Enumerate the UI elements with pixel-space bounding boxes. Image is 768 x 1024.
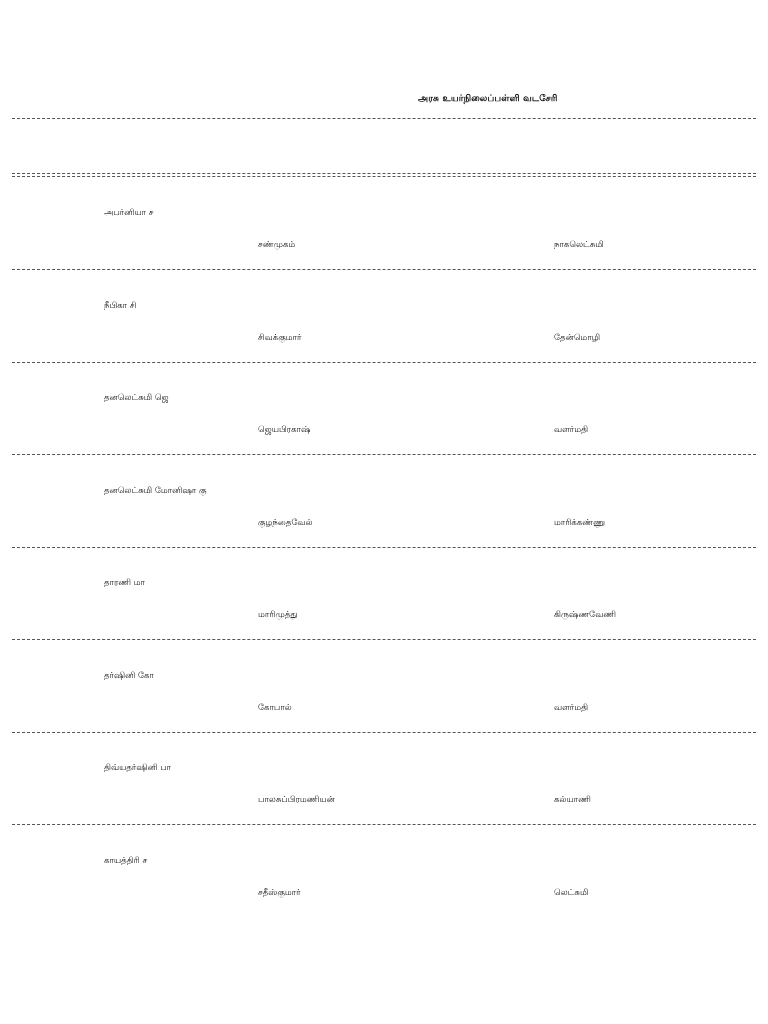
header-double-divider (12, 173, 756, 177)
father-name: மாரிமுத்து (258, 610, 298, 620)
mother-name: நாகலெட்சுமி (554, 240, 604, 250)
mother-name: லெட்சுமி (554, 887, 589, 898)
record-row (0, 178, 768, 271)
student-name: தனலெட்சுமி ஜெ (104, 393, 169, 403)
father-name: குழந்தைவேல் (258, 517, 313, 528)
father-name: கோபால் (258, 702, 292, 713)
record-row (0, 641, 768, 734)
student-records (0, 178, 768, 918)
record-row (0, 456, 768, 549)
mother-name: கல்யாணி (554, 795, 591, 805)
record-row (0, 826, 768, 919)
student-name: தர்ஷினி கோ (104, 670, 154, 681)
record-row (0, 271, 768, 364)
student-name: திவ்யதர்ஷினி பா (104, 763, 172, 773)
student-name: தாரணி மா (104, 578, 145, 588)
father-name: சிவக்குமார் (258, 332, 302, 343)
mother-name: தேன்மொழி (554, 332, 601, 343)
father-name: பாலசுப்பிரமணியன் (258, 795, 335, 805)
record-row (0, 363, 768, 456)
student-name: அபர்னியா ச (104, 208, 154, 218)
father-name: சதீஸ்குமார் (258, 887, 301, 898)
student-name: காயத்திரி ச (104, 855, 148, 866)
record-row (0, 733, 768, 826)
record-row (0, 548, 768, 641)
mother-name: வளர்மதி (554, 425, 589, 435)
student-name: தனலெட்சுமி மோனிஷா கு (104, 485, 207, 496)
mother-name: வளர்மதி (554, 702, 589, 713)
student-name: நீபிகா சி (104, 300, 137, 311)
father-name: சண்முகம் (258, 240, 296, 250)
mother-name: மாரிக்கண்ணு (554, 517, 606, 528)
school-name: அரசு உயர்நிலைப்பள்ளி வடசேரி (418, 94, 558, 104)
header-divider (12, 118, 756, 119)
mother-name: கிருஷ்ணவேணி (554, 610, 616, 620)
father-name: ஜெயபிரகாஷ் (258, 425, 311, 435)
